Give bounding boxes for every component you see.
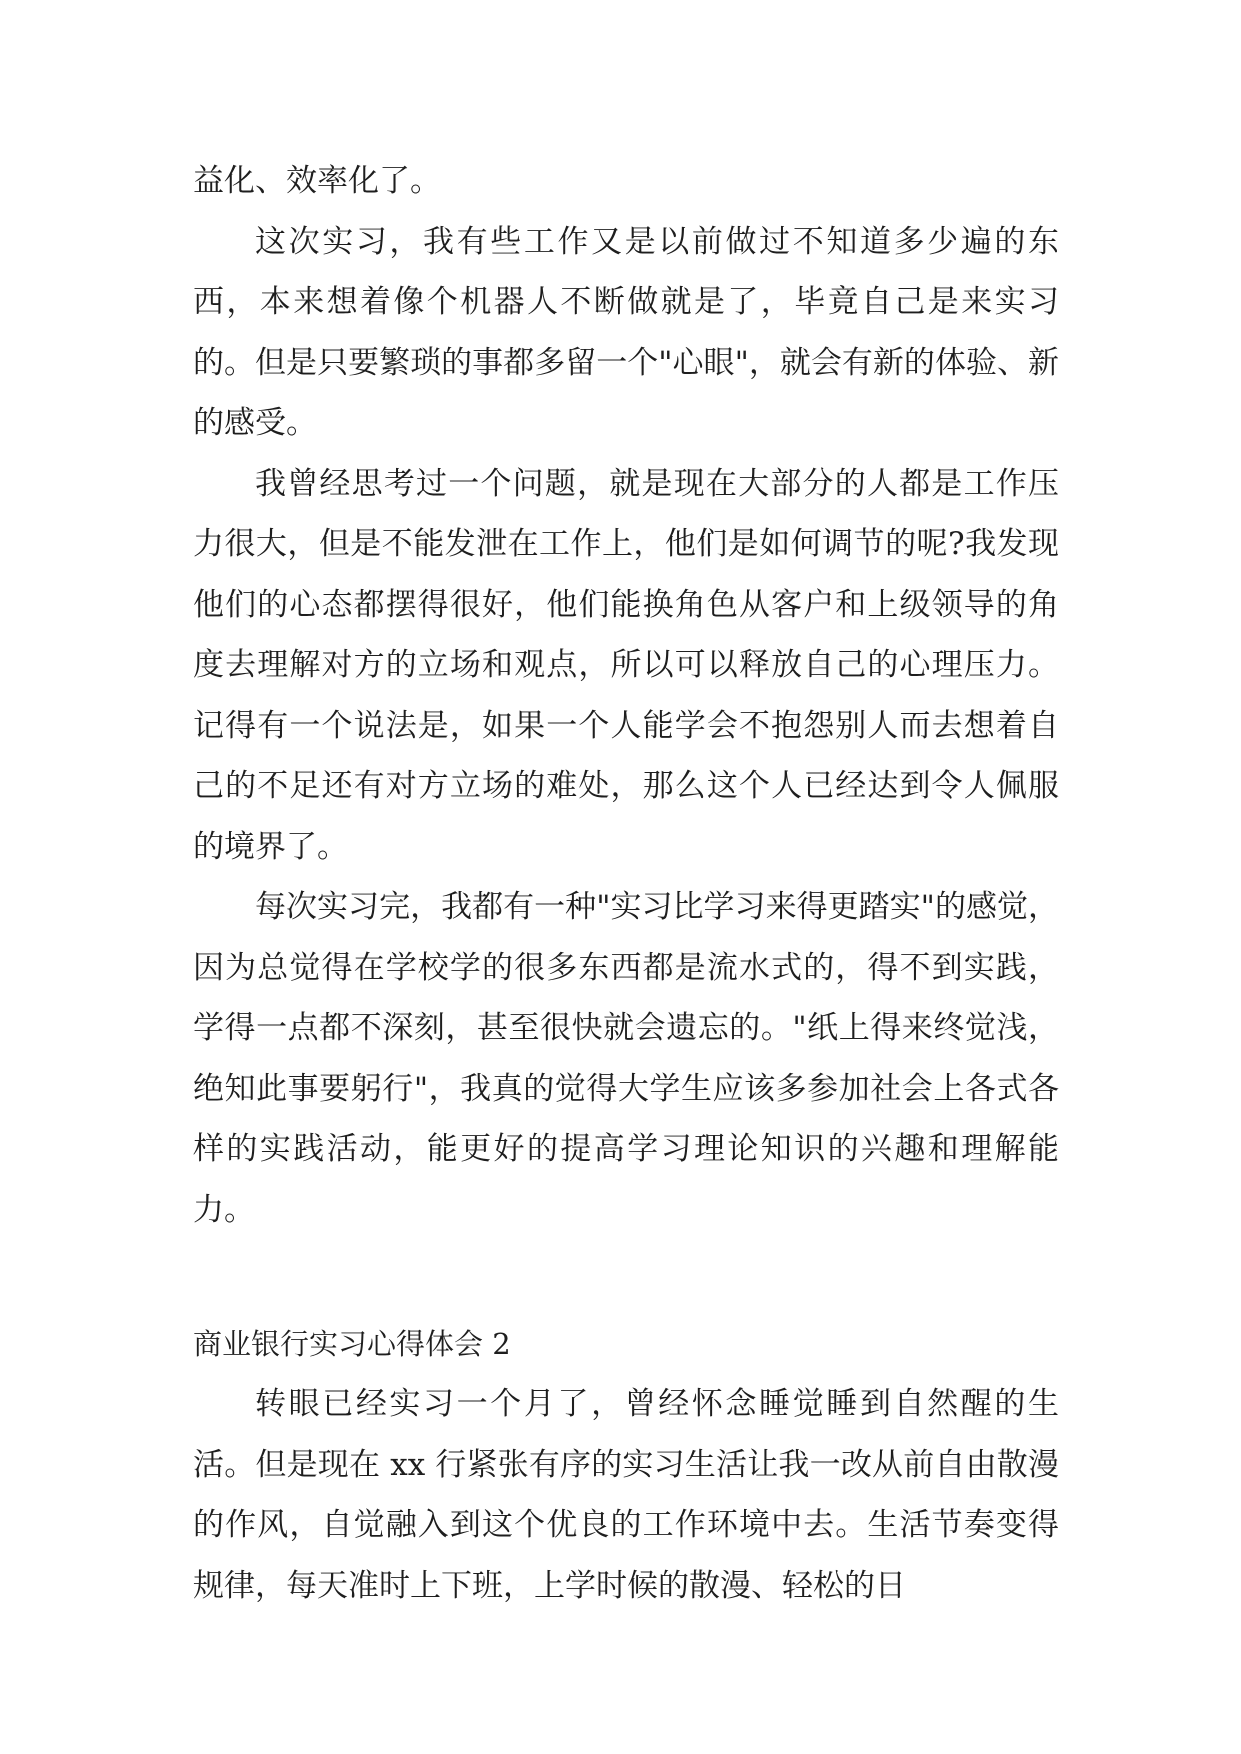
- paragraph-repetition-insight: 这次实习，我有些工作又是以前做过不知道多少遍的东西，本来想着像个机器人不断做就是了，毕竟自己是来实习的。但是只要繁琐的事都多留一个"心眼"，就会有新的体验、新的感受。: [193, 223, 1059, 441]
- document-body: [193, 151, 1059, 1616]
- paragraph-section-2-intro: 转眼已经实习一个月了，曾经怀念睡觉睡到自然醒的生活。但是现在 xx 行紧张有序的实习生活让我一改从前自由散漫的作风，自觉融入到这个优良的工作环境中去。生活节奏变得规律，每天准时上下班，上学时候的散漫、轻松的日: [193, 1386, 1059, 1604]
- paragraph-practice-value: 每次实习完，我都有一种"实习比学习来得更踏实"的感觉，因为总觉得在学校学的很多东西都是流水式的，得不到实践，学得一点都不深刻，甚至很快就会遗忘的。"纸上得来终觉浅，绝知此事要躬行"，我真的觉得大学生应该多参加社会上各式各样的实践活动，能更好的提高学习理论知识的兴趣和理解能力。: [193, 889, 1059, 1228]
- section-title: 商业银行实习心得体会 2: [193, 1327, 511, 1361]
- paragraph-continuation: 益化、效率化了。: [193, 163, 441, 199]
- paragraph-work-pressure: 我曾经思考过一个问题，就是现在大部分的人都是工作压力很大，但是不能发泄在工作上，他们是如何调节的呢?我发现他们的心态都摆得很好，他们能换角色从客户和上级领导的角度去理解对方的立场和观点，所以可以释放自己的心理压力。记得有一个说法是，如果一个人能学会不抱怨别人而去想着自己的不足还有对方立场的难处，那么这个人已经达到令人佩服的境界了。: [193, 465, 1059, 865]
